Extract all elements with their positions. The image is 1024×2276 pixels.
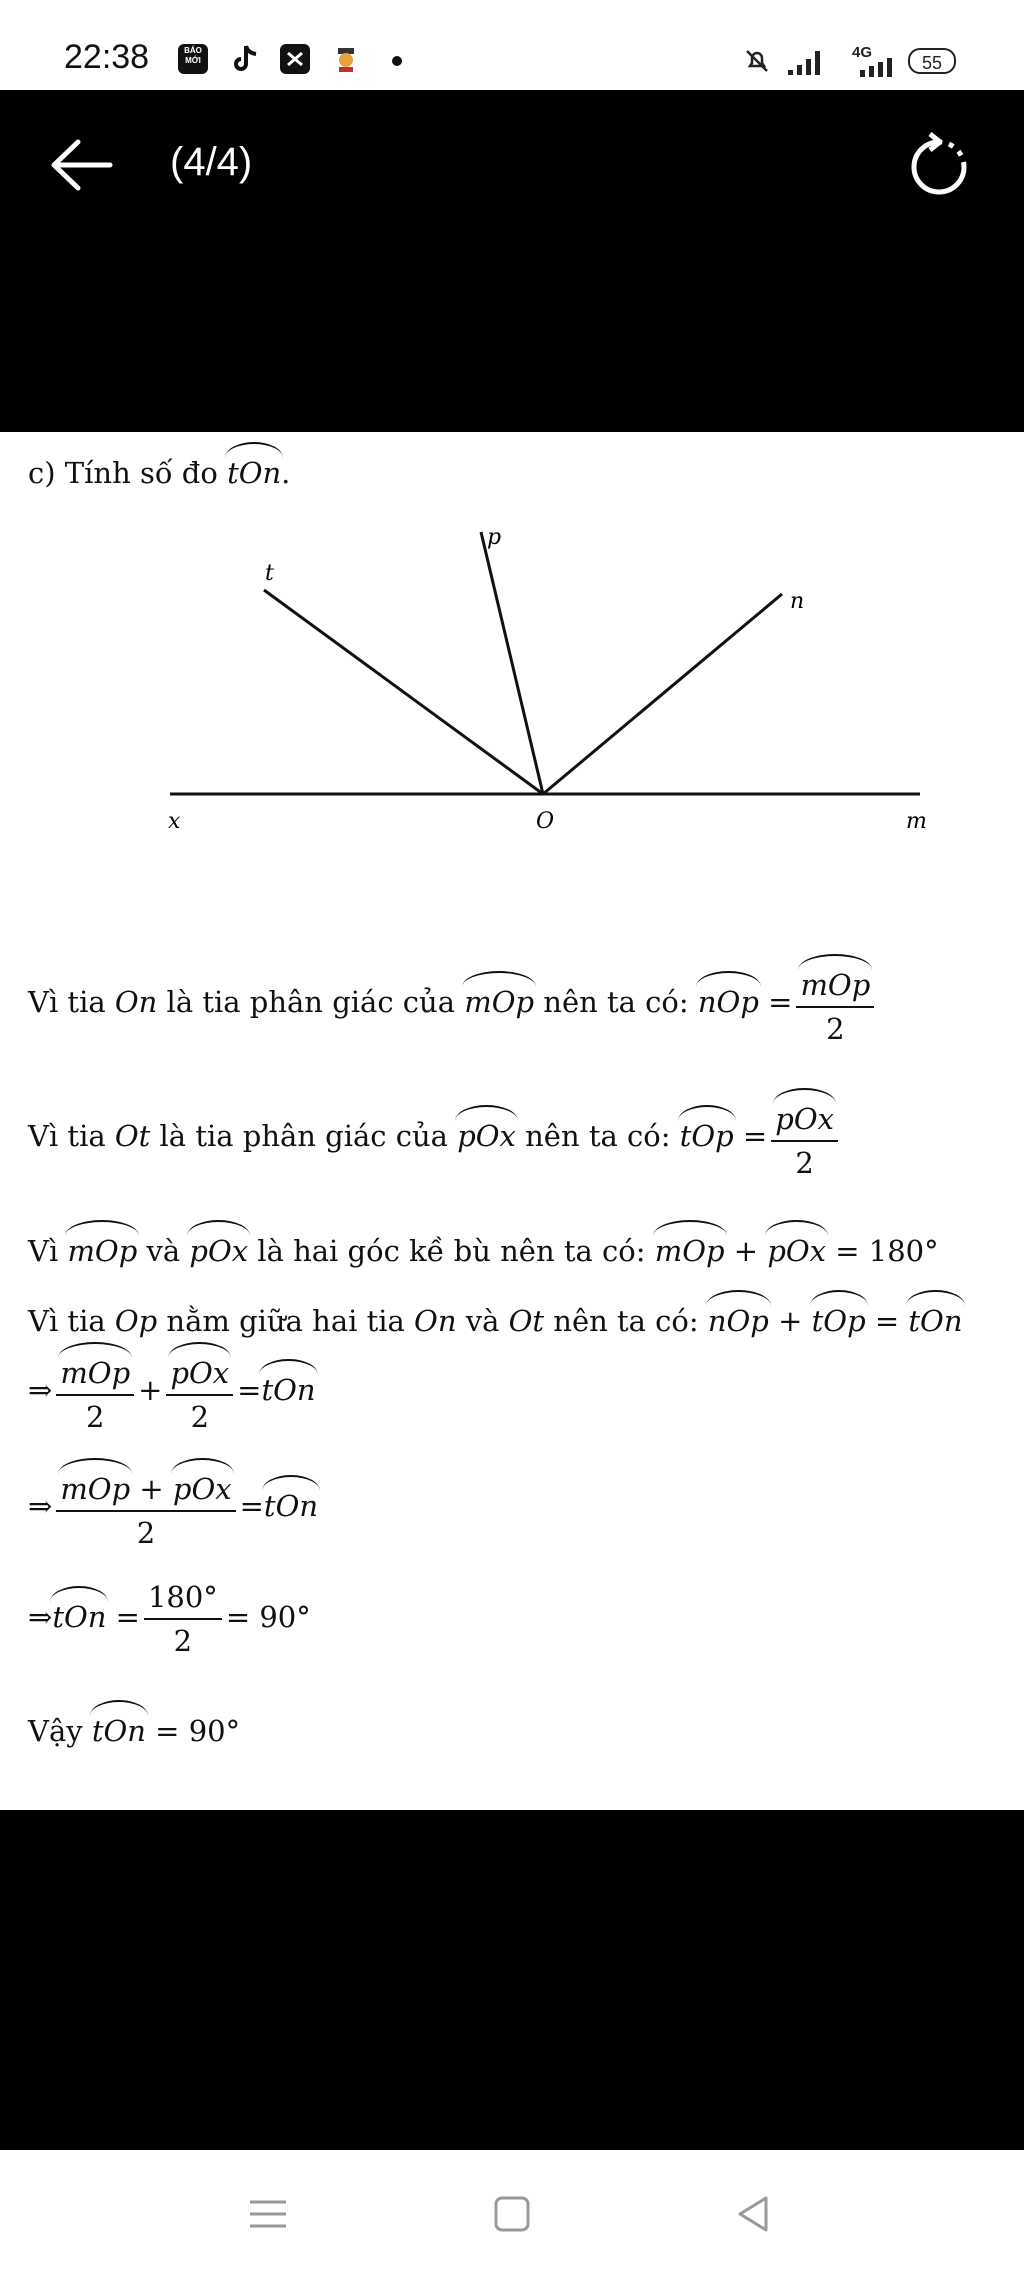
equals: = bbox=[106, 1600, 140, 1634]
angle: mOp bbox=[800, 962, 870, 1002]
clock: 22:38 bbox=[64, 38, 150, 76]
denominator: 2 bbox=[173, 1624, 193, 1658]
denominator: 2 bbox=[136, 1516, 156, 1550]
ray-name: Ot bbox=[114, 1119, 151, 1153]
angle: pOx bbox=[767, 1228, 826, 1268]
label-p: p bbox=[487, 525, 502, 550]
plus: + bbox=[130, 1472, 173, 1506]
text: nên ta có: bbox=[534, 985, 698, 1019]
ray-on bbox=[543, 594, 782, 794]
ray-name: On bbox=[114, 985, 158, 1019]
angle: tOn bbox=[92, 1708, 146, 1748]
text: Vì tia bbox=[28, 985, 115, 1019]
derivation-line-5 bbox=[28, 1350, 316, 1434]
viewer-top-bar bbox=[0, 90, 1024, 432]
heading-angle: tOn bbox=[227, 450, 281, 490]
heading bbox=[28, 450, 290, 490]
implies-arrow: ⇒ bbox=[28, 1373, 53, 1407]
statement-line-4 bbox=[28, 1298, 963, 1338]
equals: = bbox=[865, 1304, 909, 1338]
denominator: 2 bbox=[826, 1012, 845, 1046]
heading-suffix: . bbox=[281, 456, 291, 490]
result: = 180° bbox=[826, 1234, 939, 1268]
notification-dot bbox=[392, 56, 402, 66]
ray-name: Op bbox=[114, 1304, 158, 1338]
page-counter: (4/4) bbox=[170, 140, 253, 184]
text: Vậy bbox=[28, 1714, 92, 1748]
implies-arrow: ⇒ bbox=[28, 1600, 53, 1634]
angle: mOp bbox=[464, 979, 534, 1019]
text: nên ta có: bbox=[544, 1304, 708, 1338]
label-n: n bbox=[790, 589, 805, 614]
denominator: 2 bbox=[795, 1146, 814, 1180]
equals: = bbox=[239, 1489, 264, 1523]
fraction bbox=[771, 1096, 838, 1180]
viewer-bottom-bar bbox=[0, 1810, 1024, 2150]
network-type: 4G bbox=[852, 44, 873, 61]
statement-line-2 bbox=[28, 1096, 842, 1180]
plus: + bbox=[768, 1304, 812, 1338]
angle: pOx bbox=[170, 1350, 229, 1390]
text: là tia phân giác của bbox=[150, 1119, 458, 1153]
statement-line-1 bbox=[28, 962, 878, 1046]
result: = 90° bbox=[145, 1714, 241, 1748]
mute-icon bbox=[742, 46, 772, 76]
text: Vì tia bbox=[28, 1119, 115, 1153]
rotate-icon[interactable] bbox=[900, 128, 978, 206]
text: Vì tia bbox=[28, 1304, 115, 1338]
result: = 90° bbox=[225, 1600, 311, 1634]
fraction bbox=[56, 1466, 235, 1550]
angle: mOp bbox=[67, 1228, 137, 1268]
angle: pOx bbox=[775, 1096, 834, 1136]
angle: pOx bbox=[457, 1113, 516, 1153]
text: nằm giữa hai tia bbox=[157, 1304, 415, 1338]
angle: tOp bbox=[680, 1113, 734, 1153]
fraction bbox=[144, 1580, 222, 1658]
heading-text: c) Tính số đo bbox=[28, 456, 218, 490]
text: là hai góc kề bù nên ta có: bbox=[248, 1234, 655, 1268]
text: là tia phân giác của bbox=[157, 985, 465, 1019]
tiktok-icon bbox=[232, 44, 260, 74]
angle: nOp bbox=[698, 979, 759, 1019]
document-page bbox=[0, 432, 1024, 1810]
menu-icon[interactable] bbox=[244, 2190, 292, 2238]
fraction bbox=[166, 1350, 233, 1434]
statement-line-3 bbox=[28, 1228, 939, 1268]
plus: + bbox=[724, 1234, 768, 1268]
angle: mOp bbox=[60, 1466, 130, 1506]
ray-name: Ot bbox=[508, 1304, 545, 1338]
implies-arrow: ⇒ bbox=[28, 1489, 53, 1523]
capcut-icon bbox=[280, 44, 310, 74]
derivation-line-7 bbox=[28, 1580, 311, 1658]
label-t: t bbox=[265, 561, 274, 586]
ray-name: On bbox=[414, 1304, 457, 1338]
angle: tOp bbox=[812, 1298, 866, 1338]
angle: pOx bbox=[189, 1228, 248, 1268]
signal-icon bbox=[786, 48, 826, 76]
angle: tOn bbox=[52, 1594, 106, 1634]
fraction bbox=[796, 962, 874, 1046]
conclusion-line bbox=[28, 1708, 240, 1748]
status-bar bbox=[0, 0, 1024, 90]
denominator: 2 bbox=[86, 1400, 105, 1434]
text: Vì bbox=[28, 1234, 68, 1268]
bao-moi-icon: BÁO MỚI bbox=[178, 44, 208, 74]
back-arrow-icon[interactable] bbox=[44, 130, 124, 200]
angle: nOp bbox=[708, 1298, 769, 1338]
angle-figure bbox=[150, 522, 940, 862]
back-icon[interactable] bbox=[730, 2190, 778, 2238]
plus: + bbox=[138, 1373, 163, 1407]
battery-level: 55 bbox=[921, 53, 943, 73]
fraction bbox=[56, 1350, 134, 1434]
angle: tOn bbox=[261, 1367, 315, 1407]
numerator: 180° bbox=[144, 1580, 222, 1620]
angle: pOx bbox=[173, 1466, 232, 1506]
label-o: O bbox=[536, 809, 555, 834]
derivation-line-6 bbox=[28, 1466, 318, 1550]
angle: mOp bbox=[60, 1350, 130, 1390]
label-m: m bbox=[906, 809, 927, 834]
home-icon[interactable] bbox=[488, 2190, 536, 2238]
denominator: 2 bbox=[190, 1400, 210, 1434]
text: nên ta có: bbox=[515, 1119, 680, 1153]
angle: tOn bbox=[264, 1483, 318, 1523]
angle: mOp bbox=[655, 1228, 725, 1268]
angle: tOn bbox=[908, 1298, 962, 1338]
text: và bbox=[456, 1304, 509, 1338]
equals: = bbox=[733, 1119, 768, 1153]
text: và bbox=[137, 1234, 190, 1268]
equals: = bbox=[758, 985, 793, 1019]
mascot-icon bbox=[330, 44, 362, 76]
battery-icon bbox=[908, 48, 956, 74]
4g-signal-icon bbox=[858, 58, 898, 78]
label-x: x bbox=[168, 809, 181, 834]
equals: = bbox=[237, 1373, 262, 1407]
